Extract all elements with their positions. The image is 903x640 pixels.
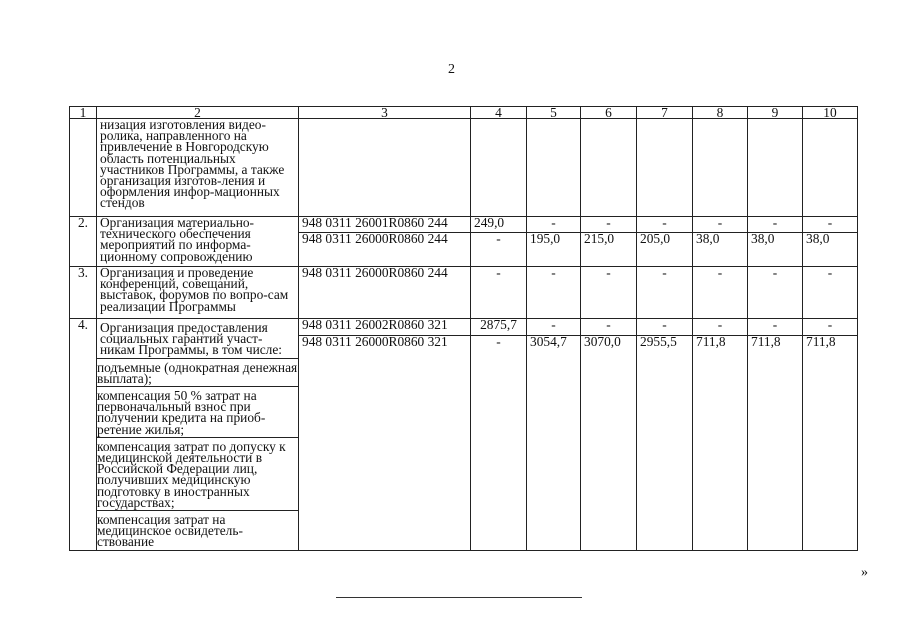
header-row <box>70 107 858 119</box>
value-cell <box>637 119 693 217</box>
value-cell: - <box>748 217 803 233</box>
value-cell: - <box>803 267 858 319</box>
page-number: 2 <box>448 62 455 77</box>
value-cell: - <box>581 319 637 336</box>
header-cell: 2 <box>97 107 299 119</box>
closing-quote: » <box>861 565 868 580</box>
value-cell: 249,0 <box>471 217 527 233</box>
header-cell: 5 <box>527 107 581 119</box>
value-cell: 2955,5 <box>637 336 693 551</box>
value-cell: - <box>637 217 693 233</box>
value-cell: 2875,7 <box>471 319 527 336</box>
value-cell: 38,0 <box>748 232 803 266</box>
value-cell: 3070,0 <box>581 336 637 551</box>
value-cell: 711,8 <box>803 336 858 551</box>
subitem-lifting: подъемные (однократная денежная выплата); <box>97 358 299 386</box>
subitem-medical-exam: компенсация затрат на медицинское освидетель-ствование <box>97 510 299 550</box>
activity-cell <box>97 319 299 551</box>
table-row-2a <box>70 217 858 233</box>
kbk-cell: 948 0311 26000R0860 321 <box>299 336 471 551</box>
value-cell: 711,8 <box>748 336 803 551</box>
value-cell: - <box>803 217 858 233</box>
header-cell: 3 <box>299 107 471 119</box>
value-cell: - <box>637 319 693 336</box>
footer-divider <box>336 597 582 598</box>
value-cell: - <box>581 217 637 233</box>
value-cell <box>693 119 748 217</box>
value-cell: 38,0 <box>803 232 858 266</box>
table-row-3 <box>70 267 858 319</box>
value-cell: - <box>581 267 637 319</box>
value-cell: - <box>471 232 527 266</box>
kbk-cell: 948 0311 26000R0860 244 <box>299 267 471 319</box>
activity-cell: низация изготовления видео-ролика, направленного на привлечение в Новгородскую область потенциальных участников Программы, а также организация изготов-ления и оформления инфор-мационных стендов <box>97 119 299 217</box>
value-cell: - <box>527 267 581 319</box>
value-cell: - <box>471 336 527 551</box>
value-cell: - <box>693 217 748 233</box>
row-number: 2. <box>70 217 97 267</box>
value-cell: 215,0 <box>581 232 637 266</box>
kbk-cell: 948 0311 26001R0860 244 <box>299 217 471 233</box>
subitem-admission: компенсация затрат по допуску к медицинской деятельности в Российской Федерации лиц, получивших медицинскую подготовку в иностранных государствах; <box>97 437 299 510</box>
program-table <box>69 106 858 551</box>
value-cell: - <box>527 319 581 336</box>
value-cell: 3054,7 <box>527 336 581 551</box>
value-cell <box>803 119 858 217</box>
value-cell: 711,8 <box>693 336 748 551</box>
value-cell: - <box>803 319 858 336</box>
value-cell: - <box>748 267 803 319</box>
row-number: 3. <box>70 267 97 319</box>
header-cell: 1 <box>70 107 97 119</box>
value-cell: 38,0 <box>693 232 748 266</box>
value-cell: - <box>471 267 527 319</box>
value-cell: - <box>748 319 803 336</box>
num-cell <box>70 119 97 217</box>
kbk-cell: 948 0311 26002R0860 321 <box>299 319 471 336</box>
row-number: 4. <box>70 319 97 551</box>
kbk-cell: 948 0311 26000R0860 244 <box>299 232 471 266</box>
value-cell: - <box>527 217 581 233</box>
activity-main-text: Организация предоставления социальных гарантий участ-никам Программы, в том числе: <box>100 320 283 358</box>
table-row-4a <box>70 319 858 336</box>
kbk-cell <box>299 119 471 217</box>
value-cell: 195,0 <box>527 232 581 266</box>
header-cell: 4 <box>471 107 527 119</box>
header-cell: 7 <box>637 107 693 119</box>
activity-cell: Организация материально-технического обеспечения мероприятий по информа-ционному сопровождению <box>97 217 299 267</box>
header-cell: 8 <box>693 107 748 119</box>
header-cell: 9 <box>748 107 803 119</box>
value-cell: - <box>637 267 693 319</box>
value-cell <box>748 119 803 217</box>
value-cell: - <box>693 267 748 319</box>
value-cell <box>471 119 527 217</box>
value-cell: 205,0 <box>637 232 693 266</box>
activity-cell: Организация и проведение конференций, совещаний, выставок, форумов по вопро-сам реализации Программы <box>97 267 299 319</box>
header-cell: 10 <box>803 107 858 119</box>
subitem-mortgage: компенсация 50 % затрат на первоначальный взнос при получении кредита на приоб-ретение жилья; <box>97 386 299 437</box>
value-cell <box>581 119 637 217</box>
value-cell: - <box>693 319 748 336</box>
table-row-continuation <box>70 119 858 217</box>
value-cell <box>527 119 581 217</box>
header-cell: 6 <box>581 107 637 119</box>
